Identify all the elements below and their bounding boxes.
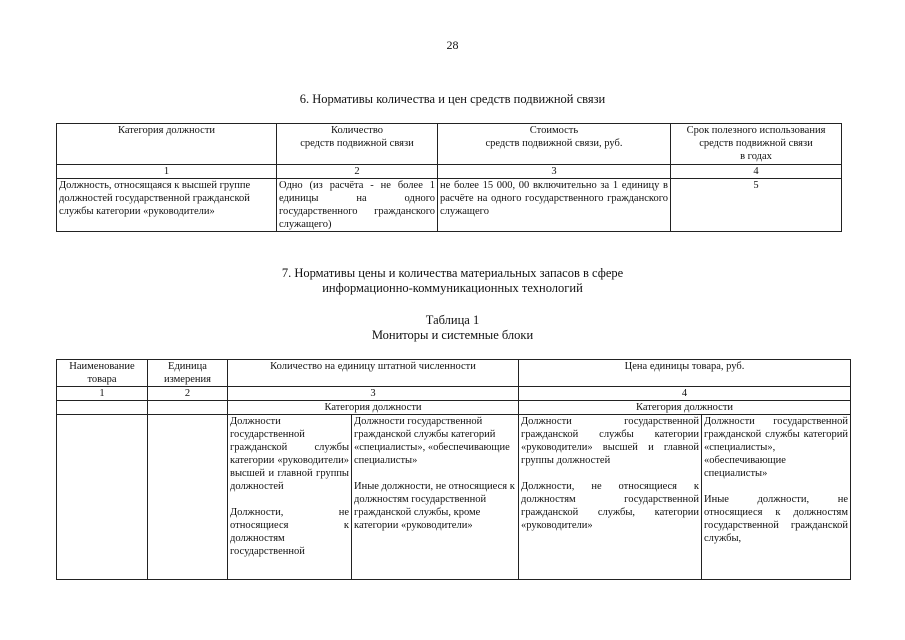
page-number: 28 <box>446 38 459 52</box>
column-number: 3 <box>228 387 519 401</box>
section-6-title: 6. Нормативы количества и цен средств подвижной связи <box>299 92 606 106</box>
row-quantity: Одно (из расчёта - не более 1 единицы на одного государственного гражданского служащего) <box>277 179 438 232</box>
qty-category-specialists <box>352 415 519 580</box>
price-category-senior <box>519 415 702 580</box>
price-other-positions-text: Иные должности, не относящиеся к должностям государственной гражданской службы, <box>704 494 849 544</box>
column-number: 2 <box>148 387 228 401</box>
header-cost: Стоимость средств подвижной связи, руб. <box>438 124 671 165</box>
table-label: Таблица 1 <box>425 313 480 327</box>
qty-category-senior <box>228 415 352 580</box>
header-item-name: Наименование товара <box>57 360 148 387</box>
price-category-specialists <box>702 415 851 580</box>
table-title: Мониторы и системные блоки <box>371 328 534 342</box>
category-row <box>57 401 851 415</box>
column-number: 4 <box>671 165 842 179</box>
section-7-title-line-2: информационно-коммуникационных технологий <box>322 281 583 295</box>
table-row <box>57 415 851 580</box>
category-label-quantity: Категория должности <box>228 401 519 415</box>
monitors-table <box>56 359 851 580</box>
qty-other-positions-text: Иные должности, не относящиеся к должностям государственной гражданской службы, кроме категории «руководители» <box>354 481 515 531</box>
table-header-row <box>57 124 842 165</box>
column-number: 1 <box>57 387 148 401</box>
row-cost: не более 15 000, 00 включительно за 1 единицу в расчёте на одного государственного гражданского служащего <box>438 179 671 232</box>
qty-other-text: Должности, не относящиеся к должностям государственной <box>230 507 349 557</box>
qty-specialists-text: Должности государственной гражданской службы категорий «специалисты», «обеспечивающие специалисты» <box>354 416 510 466</box>
header-quantity-per-staff: Количество на единицу штатной численности <box>228 360 519 387</box>
column-number-row <box>57 165 842 179</box>
header-category: Категория должности <box>57 124 277 165</box>
category-label-price: Категория должности <box>519 401 851 415</box>
empty-cell <box>57 415 148 580</box>
mobile-devices-table <box>56 123 842 232</box>
table-row <box>57 179 842 232</box>
column-number: 3 <box>438 165 671 179</box>
qty-senior-text: Должности государственной гражданской службы категории «руководители» высшей и главной группы должностей <box>230 416 349 492</box>
table-header-row <box>57 360 851 387</box>
section-7-title-line-1: 7. Нормативы цены и количества материальных запасов в сфере <box>281 266 624 280</box>
header-quantity: Количество средств подвижной связи <box>277 124 438 165</box>
column-number-row <box>57 387 851 401</box>
column-number: 2 <box>277 165 438 179</box>
row-category: Должность, относящаяся к высшей группе должностей государственной гражданской службы категории «руководители» <box>57 179 277 232</box>
header-unit-price: Цена единицы товара, руб. <box>519 360 851 387</box>
price-other-text: Должности, не относящиеся к должностям государственной гражданской службы, категории «руководители» <box>521 481 700 531</box>
header-unit: Единица измерения <box>148 360 228 387</box>
empty-cell <box>148 415 228 580</box>
price-senior-text: Должности государственной гражданской службы категории «руководители» высшей и главной группы должностей <box>521 416 700 466</box>
header-useful-life: Срок полезного использования средств подвижной связи в годах <box>671 124 842 165</box>
empty-cell <box>148 401 228 415</box>
row-useful-life: 5 <box>671 179 842 232</box>
empty-cell <box>57 401 148 415</box>
price-specialists-text: Должности государственной гражданской службы категорий «специалисты», «обеспечивающие специалисты» <box>704 416 849 479</box>
column-number: 1 <box>57 165 277 179</box>
column-number: 4 <box>519 387 851 401</box>
